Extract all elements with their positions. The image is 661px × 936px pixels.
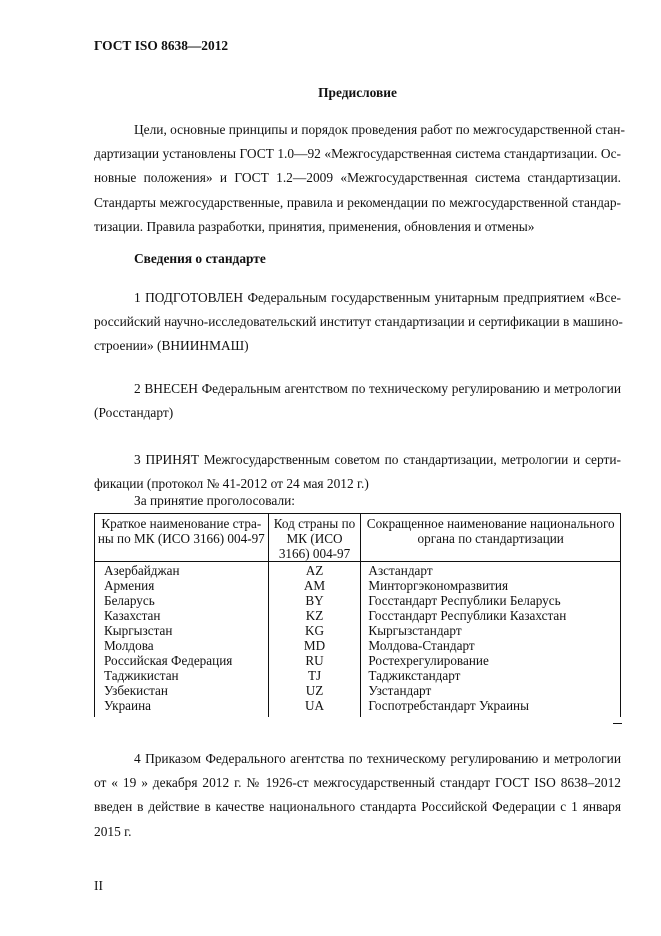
text-line: введен в действие в качестве национального стандарта Российской Федерации с 1 января bbox=[94, 799, 621, 815]
table-corner-rule bbox=[613, 723, 622, 724]
table-row: Армения AM Минторгэкономразвития bbox=[95, 578, 621, 593]
table-row: Кыргызстан KG Кыргызстандарт bbox=[95, 623, 621, 638]
header-national-body: Сокращенное наименование национального органа по стандартизации bbox=[361, 514, 621, 562]
item-2-paragraph bbox=[94, 377, 621, 425]
text-line: от « 19 » декабря 2012 г. № 1926-ст межгосударственный стандарт ГОСТ ISO 8638–2012 bbox=[94, 775, 621, 791]
table-row: Молдова MD Молдова-Стандарт bbox=[95, 638, 621, 653]
table-row: Российская Федерация RU Ростехрегулирование bbox=[95, 653, 621, 668]
table-row: Узбекистан UZ Узстандарт bbox=[95, 683, 621, 698]
table-row: Украина UA Госпотребстандарт Украины bbox=[95, 698, 621, 717]
text-line: российский научно-исследовательский институт стандартизации и сертификации в машино- bbox=[94, 314, 623, 330]
table-header-row bbox=[95, 514, 621, 562]
voting-countries-table bbox=[94, 513, 621, 717]
text-line: тизации. Правила разработки, принятия, применения, обновления и отмены» bbox=[94, 218, 535, 234]
header-country-code: Код страны по МК (ИСО 3166) 004-97 bbox=[268, 514, 361, 562]
text-line: 2 ВНЕСЕН Федеральным агентством по техническому регулированию и метрологии bbox=[134, 381, 621, 396]
text-line: 3 ПРИНЯТ Межгосударственным советом по стандартизации, метрологии и серти- bbox=[134, 452, 621, 467]
header-country-name: Краткое наименование стра- ны по МК (ИСО 3166) 004-97 bbox=[95, 514, 269, 562]
item-1-paragraph bbox=[94, 286, 621, 359]
foreword-title: Предисловие bbox=[318, 85, 397, 100]
text-line: строении» (ВНИИНМАШ) bbox=[94, 338, 249, 354]
text-line: фикации (протокол № 41-2012 от 24 мая 2012 г.) bbox=[94, 476, 369, 492]
text-line: новные положения» и ГОСТ 1.2—2009 «Межгосударственная система стандартизации. bbox=[94, 170, 621, 186]
page-number: II bbox=[94, 878, 103, 893]
foreword-paragraph bbox=[94, 118, 625, 239]
text-line: Цели, основные принципы и порядок проведения работ по межгосударственной стан- bbox=[134, 122, 625, 137]
text-line: (Росстандарт) bbox=[94, 405, 174, 421]
text-line: 2015 г. bbox=[94, 823, 132, 839]
text-line: дартизации установлены ГОСТ 1.0—92 «Межгосударственная система стандартизации. Ос- bbox=[94, 146, 621, 162]
table-row: Азербайджан AZ Азстандарт bbox=[95, 562, 621, 579]
text-line: 4 Приказом Федерального агентства по техническому регулированию и метрологии bbox=[134, 751, 621, 766]
table-row: Таджикистан TJ Таджикстандарт bbox=[95, 668, 621, 683]
text-line: 1 ПОДГОТОВЛЕН Федеральным государственным унитарным предприятием «Все- bbox=[134, 290, 621, 305]
voted-label: За принятие проголосовали: bbox=[134, 493, 296, 508]
table-row: Беларусь BY Госстандарт Республики Беларусь bbox=[95, 593, 621, 608]
document-code: ГОСТ ISO 8638—2012 bbox=[94, 38, 229, 53]
item-3-paragraph bbox=[94, 448, 621, 496]
table-row: Казахстан KZ Госстандарт Республики Казахстан bbox=[95, 608, 621, 623]
standard-info-title: Сведения о стандарте bbox=[134, 251, 266, 266]
text-line: Стандарты межгосударственные, правила и рекомендации по межгосударственной стандар- bbox=[94, 194, 621, 210]
item-4-paragraph bbox=[94, 747, 621, 844]
